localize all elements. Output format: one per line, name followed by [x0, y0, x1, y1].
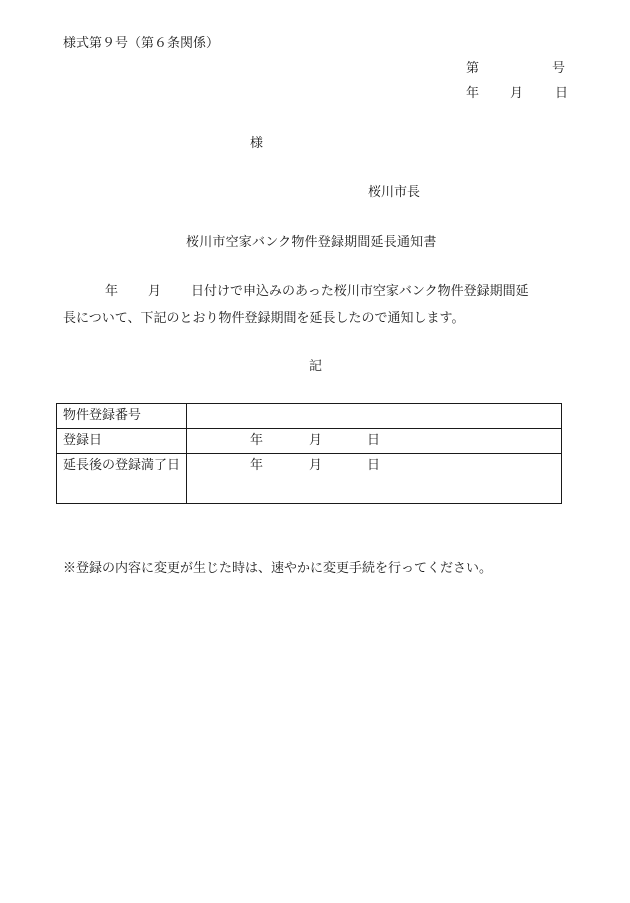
table-row-registration-number	[57, 404, 562, 429]
body-paragraph-line-2: 長について、下記のとおり物件登録期間を延長したので通知します。	[63, 311, 465, 326]
details-table	[56, 403, 562, 504]
body-date-year-label: 年	[105, 284, 119, 299]
addressee-honorific: 様	[250, 136, 264, 151]
document-number-prefix: 第	[466, 61, 480, 76]
registration-date-value	[187, 429, 562, 454]
registration-date-year-label: 年	[250, 433, 264, 448]
registration-number-value	[187, 404, 562, 429]
issuer-name: 桜川市長	[368, 185, 421, 200]
table-row-registration-date	[57, 429, 562, 454]
issue-date-year-label: 年	[466, 86, 480, 101]
body-line-1-text: 日付けで申込みのあった桜川市空家バンク物件登録期間延	[191, 284, 529, 299]
registration-number-label: 物件登録番号	[57, 404, 187, 429]
expiry-date-label: 延長後の登録満了日	[57, 454, 187, 504]
registration-date-label: 登録日	[57, 429, 187, 454]
expiry-date-value	[187, 454, 562, 504]
issue-date-day-label: 日	[555, 86, 569, 101]
registration-date-day-label: 日	[367, 433, 381, 448]
issue-date-month-label: 月	[510, 86, 524, 101]
footnote: ※登録の内容に変更が生じた時は、速やかに変更手続を行ってください。	[63, 561, 493, 576]
body-date-month-label: 月	[148, 284, 162, 299]
form-number-label: 様式第９号（第６条関係）	[63, 36, 220, 51]
body-paragraph-line-1	[63, 285, 583, 298]
expiry-date-year-label: 年	[250, 458, 264, 473]
ki-heading: 記	[309, 359, 323, 374]
expiry-date-month-label: 月	[309, 458, 323, 473]
document-number-suffix: 号	[552, 61, 566, 76]
document-title: 桜川市空家バンク物件登録期間延長通知書	[186, 235, 437, 250]
registration-date-month-label: 月	[309, 433, 323, 448]
expiry-date-day-label: 日	[367, 458, 381, 473]
table-row-expiry-date	[57, 454, 562, 504]
